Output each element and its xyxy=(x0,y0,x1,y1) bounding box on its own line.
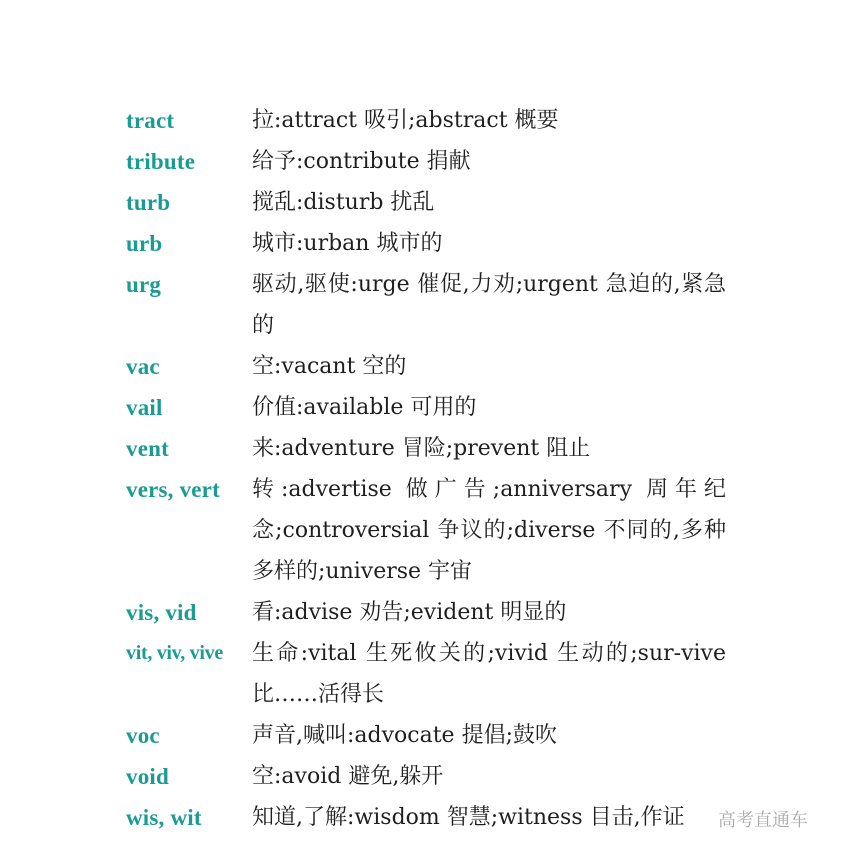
word-root: turb xyxy=(126,190,171,215)
list-item-vail xyxy=(126,387,826,428)
list-item-urg xyxy=(126,264,826,346)
word-root: vers, vert xyxy=(126,477,220,502)
list-item-voc xyxy=(126,715,826,756)
root-definition: 看:advise 劝告;evident 明显的 xyxy=(252,600,567,625)
root-definition: 空:vacant 空的 xyxy=(252,354,407,379)
list-item-vent xyxy=(126,428,826,469)
root-definition: 空:avoid 避免,躲开 xyxy=(252,764,444,789)
word-root: void xyxy=(126,764,169,789)
root-definition: 知道,了解:wisdom 智慧;witness 目击,作证 xyxy=(252,805,685,830)
list-item-vers-vert xyxy=(126,469,826,592)
word-root: wis, wit xyxy=(126,805,202,830)
list-item-vit-viv-vive xyxy=(126,633,826,715)
word-root: tract xyxy=(126,108,175,133)
word-root: vis, vid xyxy=(126,600,197,625)
root-definition: 给予:contribute 捐献 xyxy=(252,149,471,174)
list-item-void xyxy=(126,756,826,797)
list-item-tribute xyxy=(126,141,826,182)
list-item-vis-vid xyxy=(126,592,826,633)
word-root: tribute xyxy=(126,149,196,174)
root-definition: 价值:available 可用的 xyxy=(252,395,477,420)
word-root-list xyxy=(126,100,826,838)
list-item-vac xyxy=(126,346,826,387)
root-definition: 拉:attract 吸引;abstract 概要 xyxy=(252,108,559,133)
word-root: vent xyxy=(126,436,169,461)
word-root: urg xyxy=(126,272,162,297)
list-item-tract xyxy=(126,100,826,141)
list-item-urb xyxy=(126,223,826,264)
list-item-turb xyxy=(126,182,826,223)
root-definition: 搅乱:disturb 扰乱 xyxy=(252,190,435,215)
watermark: 高考直通车 xyxy=(718,810,808,831)
root-definition: 转:advertise 做广告;anniversary 周年纪念;controversial 争议的;diverse 不同的,多种多样的;universe 宇宙 xyxy=(252,477,726,584)
root-definition: 城市:urban 城市的 xyxy=(252,231,443,256)
word-root: vac xyxy=(126,354,160,379)
root-definition: 驱动,驱使:urge 催促,力劝;urgent 急迫的,紧急的 xyxy=(252,272,726,338)
root-definition: 来:adventure 冒险;prevent 阻止 xyxy=(252,436,591,461)
word-root: urb xyxy=(126,231,163,256)
root-definition: 生命:vital 生死攸关的;vivid 生动的;sur-vive 比……活得长 xyxy=(252,641,726,707)
word-root: vit, viv, vive xyxy=(126,642,223,664)
word-root: vail xyxy=(126,395,163,420)
root-definition: 声音,喊叫:advocate 提倡;鼓吹 xyxy=(252,723,557,748)
word-root: voc xyxy=(126,723,160,748)
